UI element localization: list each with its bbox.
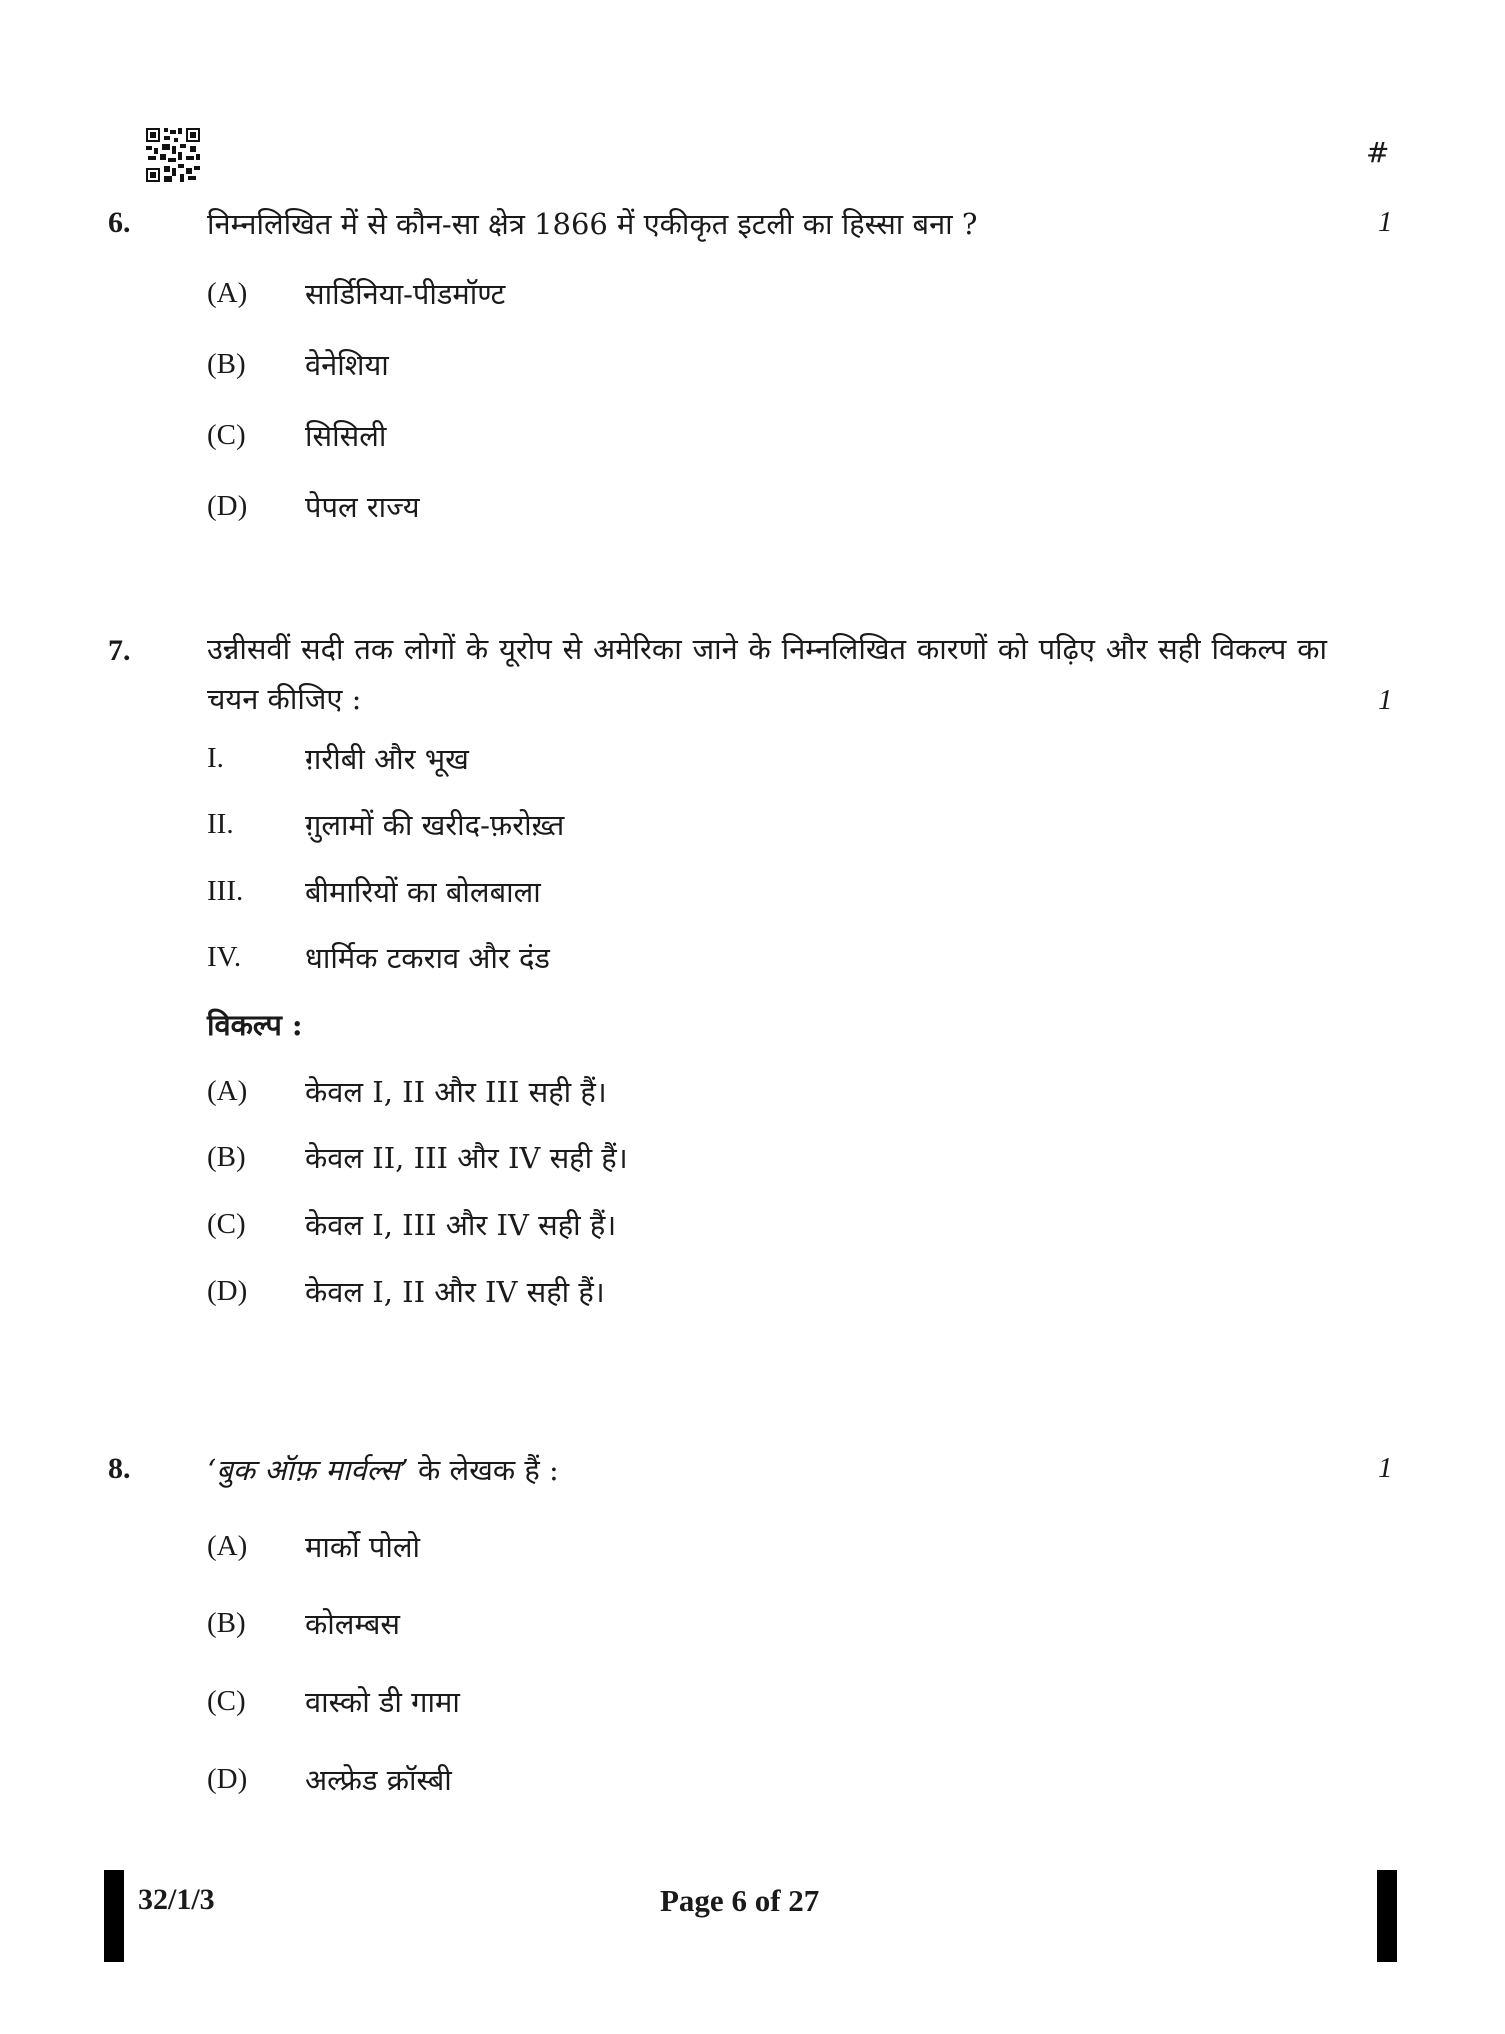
question-7-statement-2-text: ग़ुलामों की खरीद-फ़रोख़्त	[305, 808, 565, 842]
question-8-option-a-label: (A)	[207, 1530, 248, 1562]
question-7-statement-3-text: बीमारियों का बोलबाला	[305, 875, 541, 909]
question-6-option-c-text: सिसिली	[305, 419, 387, 453]
question-7-statement-2-label: II.	[207, 808, 234, 840]
question-7-options-heading: विकल्प :	[207, 1008, 303, 1042]
footer-left-bar	[104, 1870, 124, 1962]
question-6-option-b-text: वेनेशिया	[305, 348, 389, 382]
question-7-option-b-label: (B)	[207, 1141, 246, 1173]
question-7-number: 7.	[108, 634, 131, 667]
question-8-option-c-text: वास्को डी गामा	[305, 1685, 460, 1719]
question-8-option-a-text: मार्को पोलो	[305, 1530, 421, 1564]
page-number: Page 6 of 27	[660, 1883, 820, 1918]
question-6-number: 6.	[108, 206, 131, 239]
question-7-option-d-text: केवल I, II और IV सही हैं।	[305, 1275, 605, 1309]
question-7-text: उन्नीसवीं सदी तक लोगों के यूरोप से अमेरिका जाने के निम्नलिखित कारणों को पढ़िए और सही विकल्प का चयन कीजिए :	[207, 632, 1327, 716]
question-8-text	[207, 1450, 559, 1489]
question-7-option-b-text: केवल II, III और IV सही हैं।	[305, 1141, 628, 1175]
question-6-option-c-label: (C)	[207, 419, 246, 451]
footer-right-bar	[1377, 1870, 1397, 1962]
question-8-option-d-text: अल्फ्रेड क्रॉस्बी	[305, 1763, 452, 1797]
qr-code	[146, 128, 200, 182]
question-8-option-c-label: (C)	[207, 1685, 246, 1717]
question-7-statement-3-label: III.	[207, 875, 244, 907]
question-8-marks: 1	[1378, 1452, 1393, 1484]
question-7-option-d-label: (D)	[207, 1275, 248, 1307]
question-8-text-suffix: के लेखक हैं :	[408, 1453, 559, 1487]
paper-code: 32/1/3	[138, 1883, 215, 1916]
question-6-option-a-label: (A)	[207, 277, 248, 309]
question-7-option-c-label: (C)	[207, 1208, 246, 1240]
question-7-option-a-label: (A)	[207, 1075, 248, 1107]
question-6-option-d-label: (D)	[207, 490, 248, 522]
question-7-marks: 1	[1378, 684, 1393, 716]
question-6-option-a-text: सार्डिनिया-पीडमॉण्ट	[305, 277, 506, 311]
question-7-statement-4-label: IV.	[207, 941, 242, 973]
question-8-book-title: ‘बुक ऑफ़ मार्वल्स’	[207, 1453, 409, 1487]
page-marker-hash: #	[1366, 136, 1390, 169]
question-6-option-d-text: पेपल राज्य	[305, 490, 420, 524]
question-6-marks: 1	[1378, 206, 1393, 238]
question-7-statement-1-text: ग़रीबी और भूख	[305, 742, 469, 776]
question-8-number: 8.	[108, 1452, 131, 1485]
question-8-option-b-text: कोलम्बस	[305, 1607, 401, 1641]
question-8-option-b-label: (B)	[207, 1607, 246, 1639]
question-7-statement-1-label: I.	[207, 742, 224, 774]
question-7-statement-4-text: धार्मिक टकराव और दंड	[305, 941, 550, 975]
question-7-option-c-text: केवल I, III और IV सही हैं।	[305, 1208, 617, 1242]
question-8-option-d-label: (D)	[207, 1763, 248, 1795]
question-7-option-a-text: केवल I, II और III सही हैं।	[305, 1075, 607, 1109]
question-6-option-b-label: (B)	[207, 348, 246, 380]
question-6-text: निम्नलिखित में से कौन-सा क्षेत्र 1866 में एकीकृत इटली का हिस्सा बना ?	[207, 207, 978, 241]
